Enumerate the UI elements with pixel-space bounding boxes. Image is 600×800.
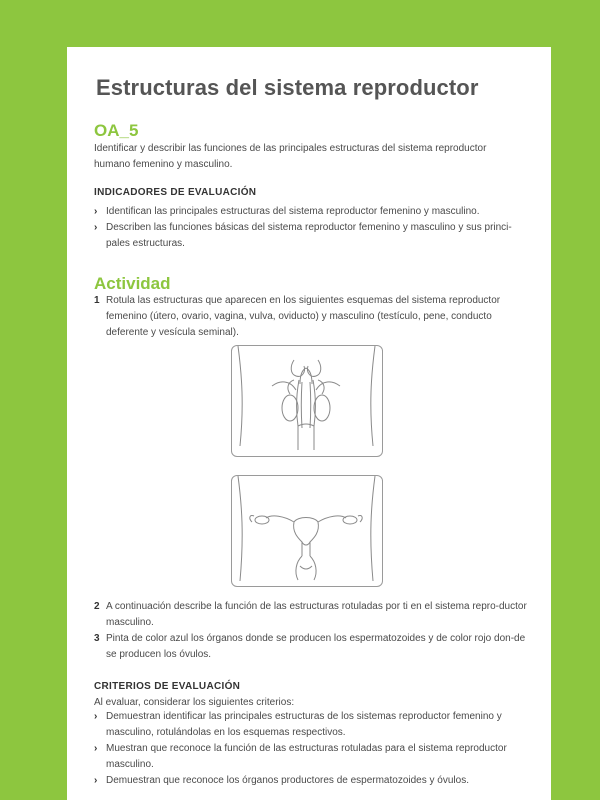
list-item xyxy=(94,599,534,631)
female-reproductive-illustration xyxy=(232,476,381,585)
male-reproductive-illustration xyxy=(232,346,381,455)
indicators-heading: INDICADORES DE EVALUACIÓN xyxy=(94,187,257,198)
list-item xyxy=(94,220,534,252)
list-item xyxy=(94,631,534,663)
step-text: A continuación describe la función de las estructuras rotuladas por ti en el sistema repro-ductor masculino. xyxy=(106,601,527,628)
step-text: Pinta de color azul los órganos donde se producen los espermatozoides y de color rojo don-de se producen los óvulos. xyxy=(106,633,526,660)
step-number: 2 xyxy=(94,601,100,612)
criterion-text: Demuestran identificar las principales estructuras de los sistemas reproductor femenino y masculino, rotulándolas en los esquemas respectivos. xyxy=(106,711,502,738)
objective-description: Identificar y describir las funciones de las principales estructuras del sistema reproductor humano femenino y masculino. xyxy=(94,143,487,170)
male-reproductive-diagram xyxy=(231,345,383,457)
bullet-icon: › xyxy=(94,711,98,722)
criterion-text: Demuestran que reconoce los órganos productores de espermatozoides y óvulos. xyxy=(106,775,469,786)
step-number: 1 xyxy=(94,295,100,306)
page-title: Estructuras del sistema reproductor xyxy=(96,75,479,100)
bullet-icon: › xyxy=(94,743,98,754)
indicator-text: Describen las funciones básicas del sistema reproductor femenino y masculino y sus princi-pales estructuras. xyxy=(106,222,512,249)
activity-steps-2-3 xyxy=(94,599,534,663)
list-item xyxy=(94,773,534,789)
activity-step-1 xyxy=(94,293,524,341)
activity-heading: Actividad xyxy=(94,274,171,293)
female-reproductive-diagram xyxy=(231,475,383,587)
bullet-icon: › xyxy=(94,206,98,217)
criterion-text: Muestran que reconoce la función de las estructuras rotuladas para el sistema reproductor masculino. xyxy=(106,743,507,770)
worksheet-page xyxy=(67,47,551,800)
bullet-icon: › xyxy=(94,775,98,786)
step-number: 3 xyxy=(94,633,100,644)
objective-code: OA_5 xyxy=(94,121,139,140)
criteria-list xyxy=(94,709,534,789)
list-item xyxy=(94,741,534,773)
step-text: Rotula las estructuras que aparecen en los siguientes esquemas del sistema reproductor femenino (útero, ovario, vagina, vulva, oviducto) y masculino (testículo, pene, conducto deferente y vesícula seminal). xyxy=(106,295,501,338)
indicators-list xyxy=(94,204,534,252)
indicator-text: Identifican las principales estructuras del sistema reproductor femenino y masculino. xyxy=(106,206,480,217)
criteria-heading: CRITERIOS DE EVALUACIÓN xyxy=(94,681,241,692)
bullet-icon: › xyxy=(94,222,98,233)
list-item xyxy=(94,709,534,741)
criteria-intro: Al evaluar, considerar los siguientes criterios: xyxy=(94,697,295,708)
list-item xyxy=(94,293,524,341)
list-item xyxy=(94,204,534,220)
